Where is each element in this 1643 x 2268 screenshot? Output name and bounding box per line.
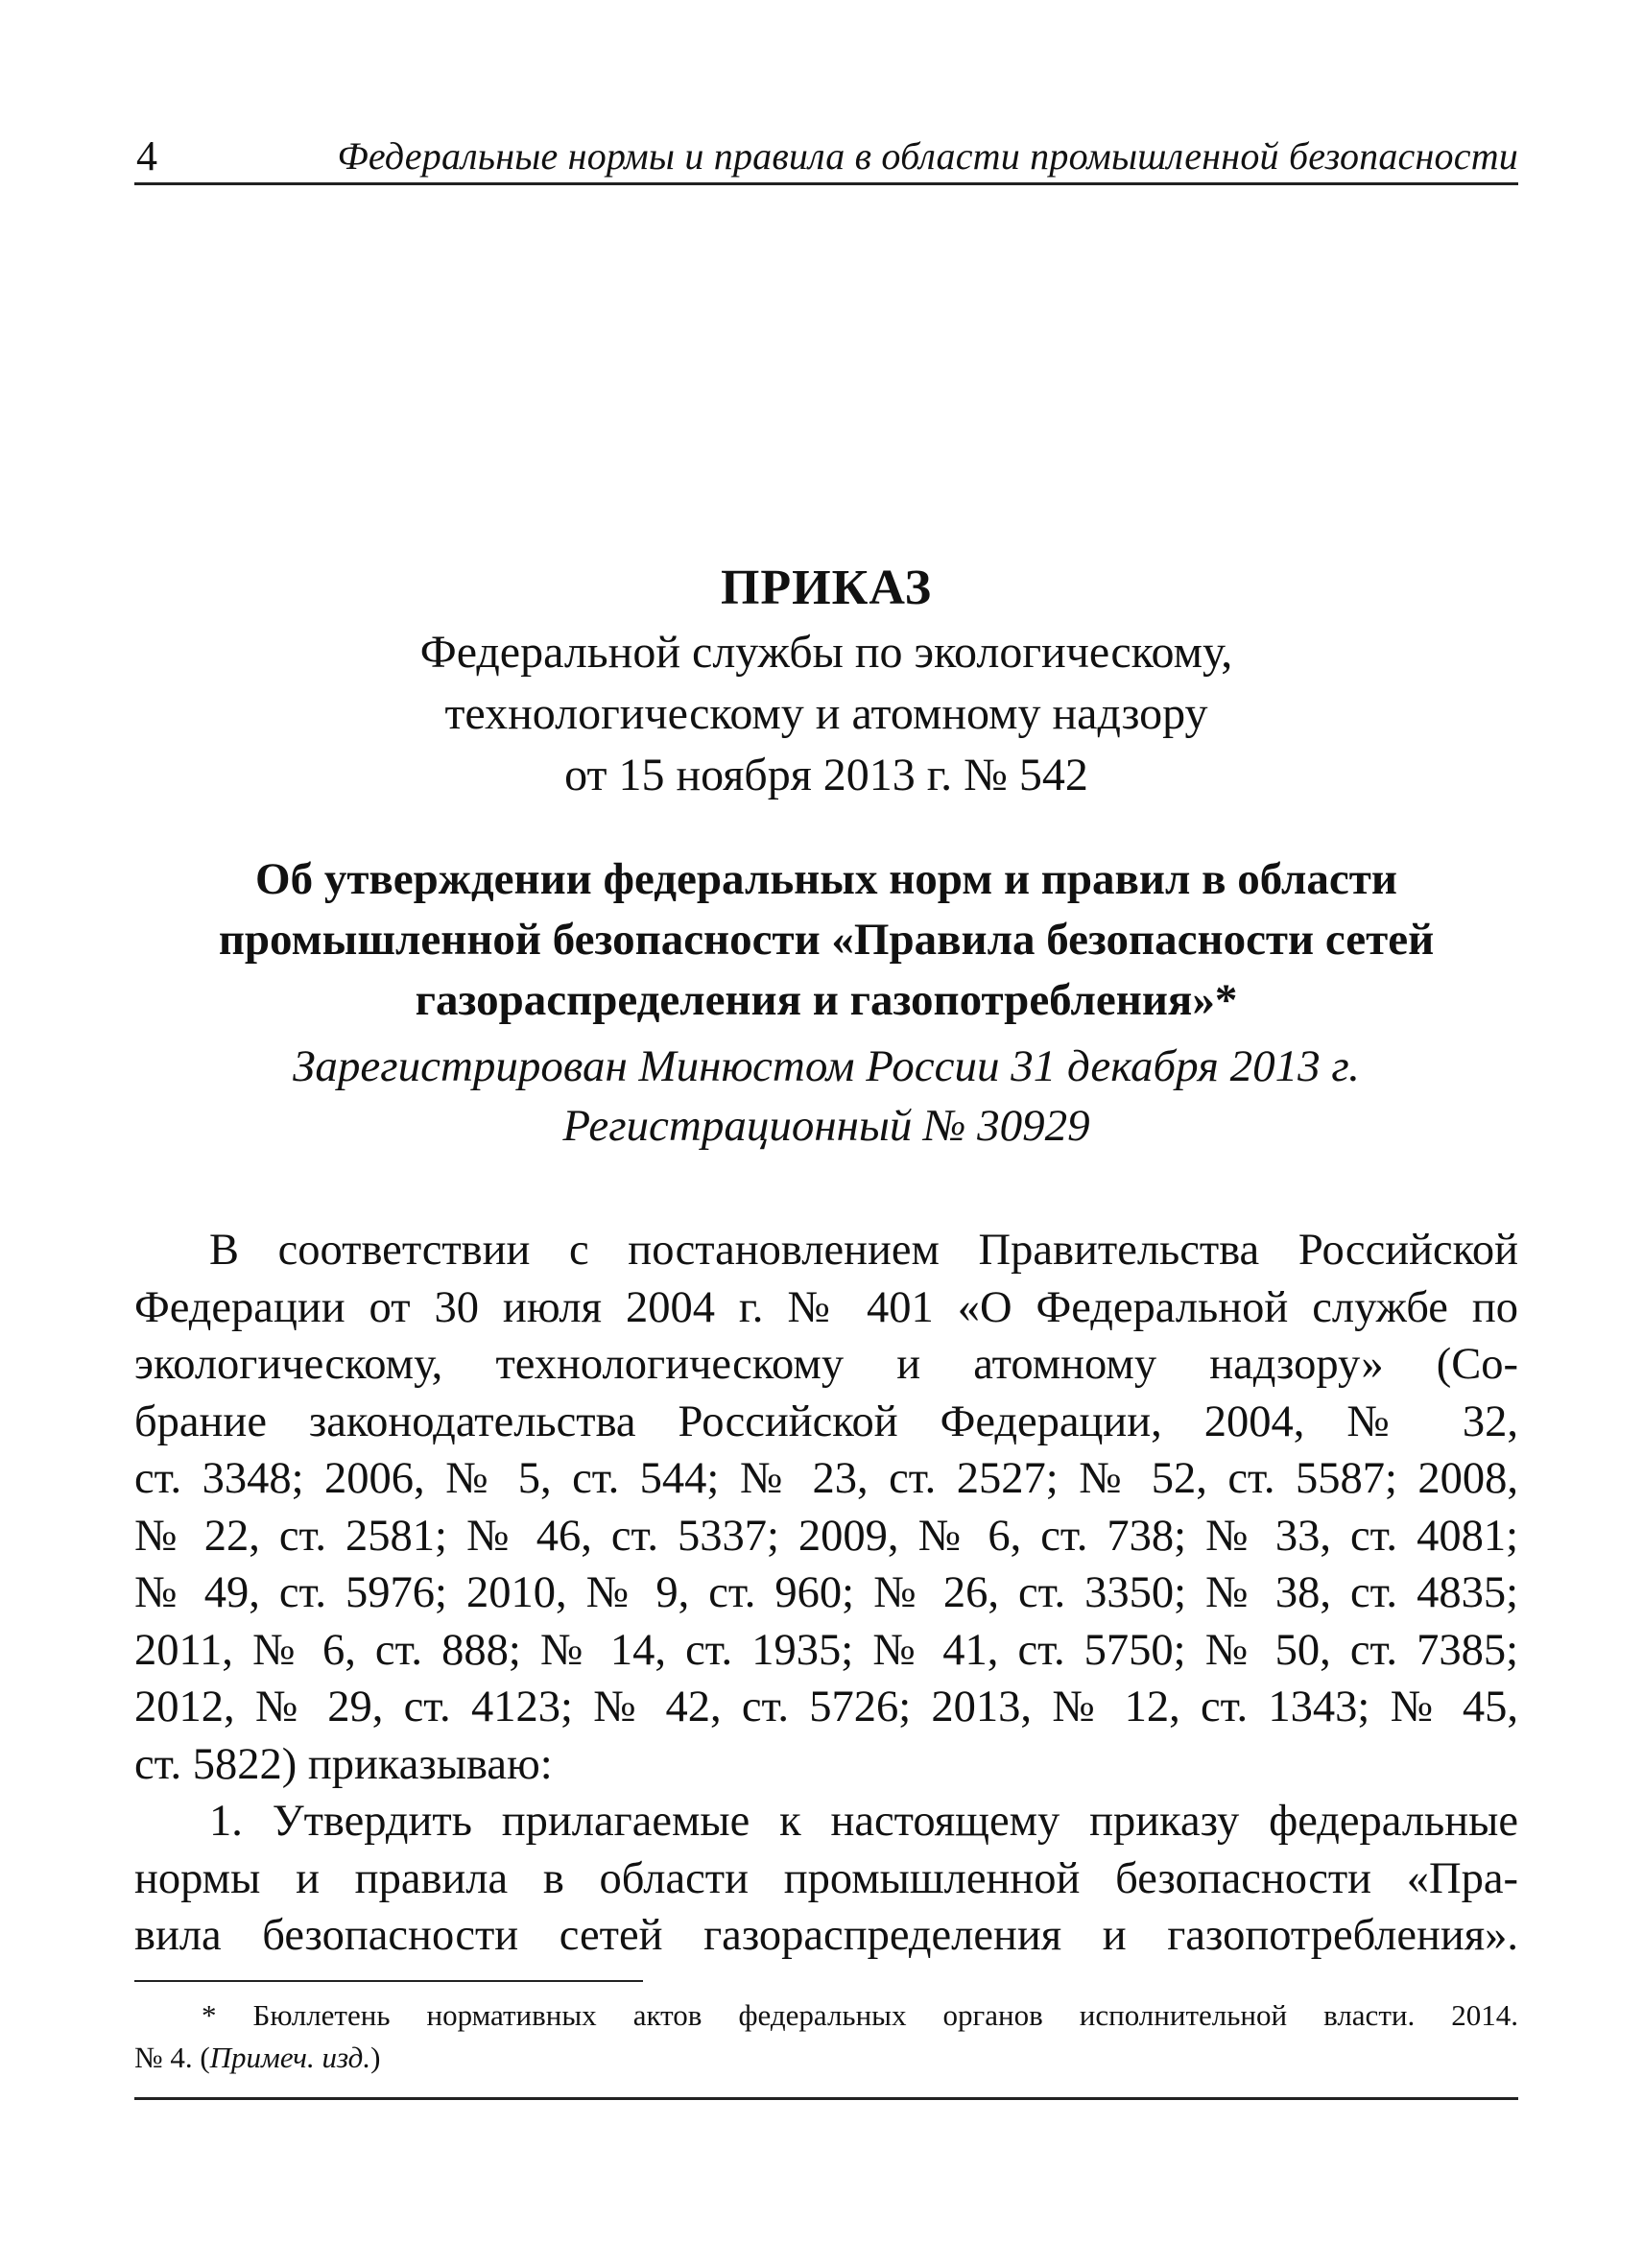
preamble-paragraph [134, 1222, 1518, 1793]
text-line: Федерации от 30 июля 2004 г. № 401 «О Федеральной службе по [134, 1282, 1518, 1332]
text-line: № 49, ст. 5976; 2010, № 9, ст. 960; № 26, ст. 3350; № 38, ст. 4835; [134, 1568, 1518, 1617]
footnote-line: * Бюллетень нормативных актов федеральных органов исполнительной власти. 2014. [202, 1998, 1518, 2032]
publisher-note: Примеч. изд. [209, 2041, 371, 2074]
page-number: 4 [136, 132, 157, 179]
footnote-prefix: № 4. ( [134, 2041, 210, 2074]
footnote-divider [134, 1980, 643, 1982]
text-line: экологическому, технологическому и атомному надзору» (Со- [134, 1340, 1518, 1389]
text-line: 2011, № 6, ст. 888; № 14, ст. 1935; № 41, ст. 5750; № 50, ст. 7385; [134, 1625, 1518, 1675]
text-line: ст. 3348; 2006, № 5, ст. 544; № 23, ст. 2527; № 52, ст. 5587; 2008, [134, 1454, 1518, 1503]
text-line: 2012, № 29, ст. 4123; № 42, ст. 5726; 2013, № 12, ст. 1343; № 45, [134, 1683, 1518, 1731]
order-subject [134, 849, 1518, 1031]
subject-line: газораспределения и газопотребления»* [415, 975, 1238, 1025]
text-line: В соответствии с постановлением Правительства Российской [209, 1226, 1518, 1275]
registration-line: Регистрационный № 30929 [562, 1101, 1090, 1151]
order-date-number: от 15 ноября 2013 г. № 542 [564, 750, 1088, 800]
text-line: № 22, ст. 2581; № 46, ст. 5337; 2009, № 6, ст. 738; № 33, ст. 4081; [134, 1511, 1518, 1561]
order-issuer [134, 622, 1518, 806]
text-line: ст. 5822) приказываю: [134, 1739, 553, 1789]
subject-line: Об утверждении федеральных норм и правил в области [255, 854, 1397, 904]
footnote [134, 1994, 1518, 2079]
registration-line: Зарегистрирован Минюстом России 31 декабря 2013 г. [293, 1041, 1360, 1091]
running-title: Федеральные нормы и правила в области промышленной безопасности [337, 134, 1518, 178]
text-line: нормы и правила в области промышленной безопасности «Пра- [134, 1853, 1518, 1903]
clause-1-paragraph [134, 1793, 1518, 1965]
bottom-divider [134, 2097, 1518, 2100]
issuer-line: технологическому и атомному надзору [444, 688, 1208, 739]
registration-note [134, 1037, 1518, 1156]
order-body [134, 1222, 1518, 1965]
footnote-line [134, 2037, 1518, 2079]
issuer-line: Федеральной службы по экологическому, [419, 627, 1233, 678]
subject-line: промышленной безопасности «Правила безопасности сетей [218, 915, 1435, 965]
order-title: ПРИКАЗ [720, 561, 933, 615]
text-line: вила безопасности сетей газораспределения и газопотребления». [134, 1911, 1518, 1960]
text-line: брание законодательства Российской Федерации, 2004, № 32, [134, 1397, 1518, 1446]
page-header [134, 132, 1518, 185]
text-line: 1. Утвердить прилагаемые к настоящему приказу федеральные [209, 1797, 1518, 1846]
footnote-suffix: ) [370, 2041, 381, 2074]
